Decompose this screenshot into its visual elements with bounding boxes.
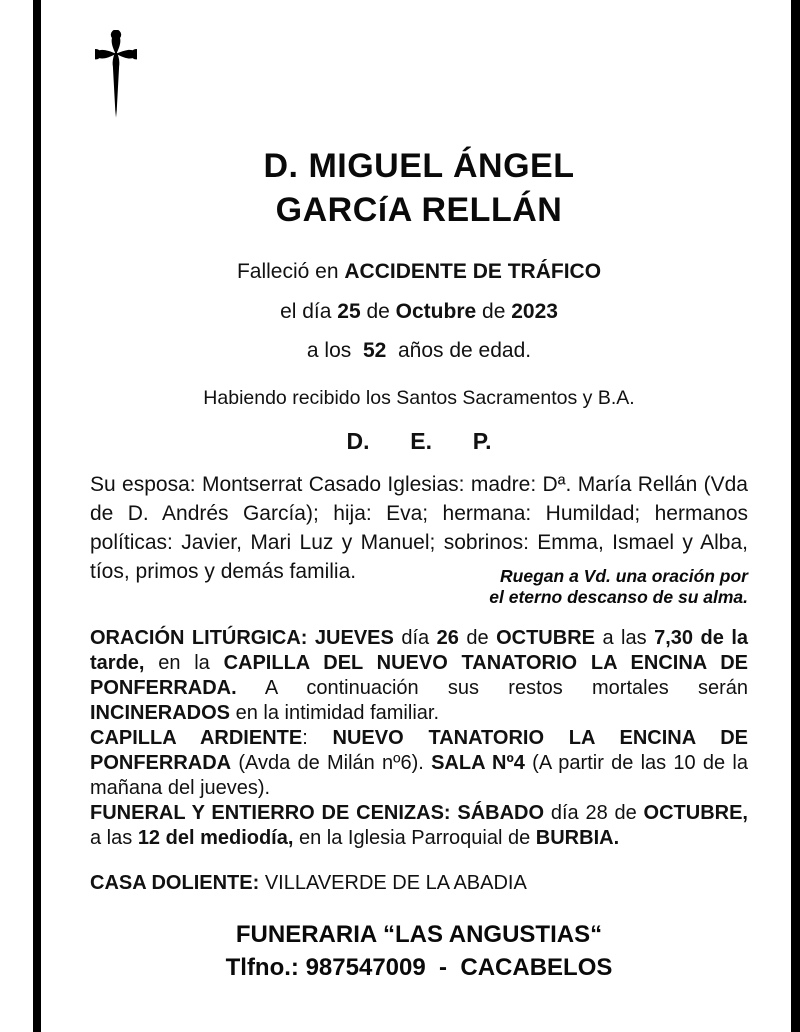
sacraments-line: Habiendo recibido los Santos Sacramentos y B.A. (203, 387, 635, 409)
cross-icon (95, 30, 137, 125)
family-paragraph: Su esposa: Montserrat Casado Iglesias: madre: Dª. María Rellán (Vda de D. Andrés García); hija: Eva; hermana: Humildad; hermanos políticas: Javier, Mari Luz y Manuel; sobrinos: Emma, Ismael y Alba, tíos, primos y demás familia. (90, 473, 748, 583)
deceased-name-line1: D. MIGUEL ÁNGEL (263, 147, 575, 185)
mourning-house-line: CASA DOLIENTE: VILLAVERDE DE LA ABADIA (90, 872, 527, 894)
wake-paragraph: CAPILLA ARDIENTE: NUEVO TANATORIO LA ENCINA DE PONFERRADA (Avda de Milán nº6). SALA Nº4 (A partir de las 10 de la mañana del jueves). (90, 727, 748, 799)
funeral-paragraph: FUNERAL Y ENTIERRO DE CENIZAS: SÁBADO día 28 de OCTUBRE, a las 12 del mediodía, en la Iglesia Parroquial de BURBIA. (90, 802, 748, 849)
deceased-name-line2: GARCíA RELLÁN (275, 191, 563, 229)
funeral-home-phone: Tlfno.: 987547009 - CACABELOS (225, 954, 613, 981)
left-border-rule (33, 0, 41, 1032)
prayer-request (90, 566, 748, 608)
dep-abbreviation: D. E. P. (346, 428, 492, 454)
deceased-name (90, 144, 748, 232)
ceremony-details (90, 626, 748, 851)
death-date-line: el día 25 de Octubre de 2023 (280, 300, 558, 323)
right-border-rule (791, 0, 800, 1032)
prayer-line1: Ruegan a Vd. una oración por (500, 566, 748, 586)
liturgy-paragraph: ORACIÓN LITÚRGICA: JUEVES día 26 de OCTUBRE a las 7,30 de la tarde, en la CAPILLA DEL NUEVO TANATORIO LA ENCINA DE PONFERRADA. A continuación sus restos mortales serán INCINERADOS en la intimidad familiar. (90, 627, 749, 724)
death-cause-line: Falleció en ACCIDENTE DE TRÁFICO (236, 260, 602, 283)
funeral-home-block (90, 918, 748, 984)
funeral-home-name: FUNERARIA “LAS ANGUSTIAS“ (235, 921, 603, 948)
age-line: a los 52 años de edad. (306, 339, 532, 362)
prayer-line2: el eterno descanso de su alma. (489, 587, 748, 607)
